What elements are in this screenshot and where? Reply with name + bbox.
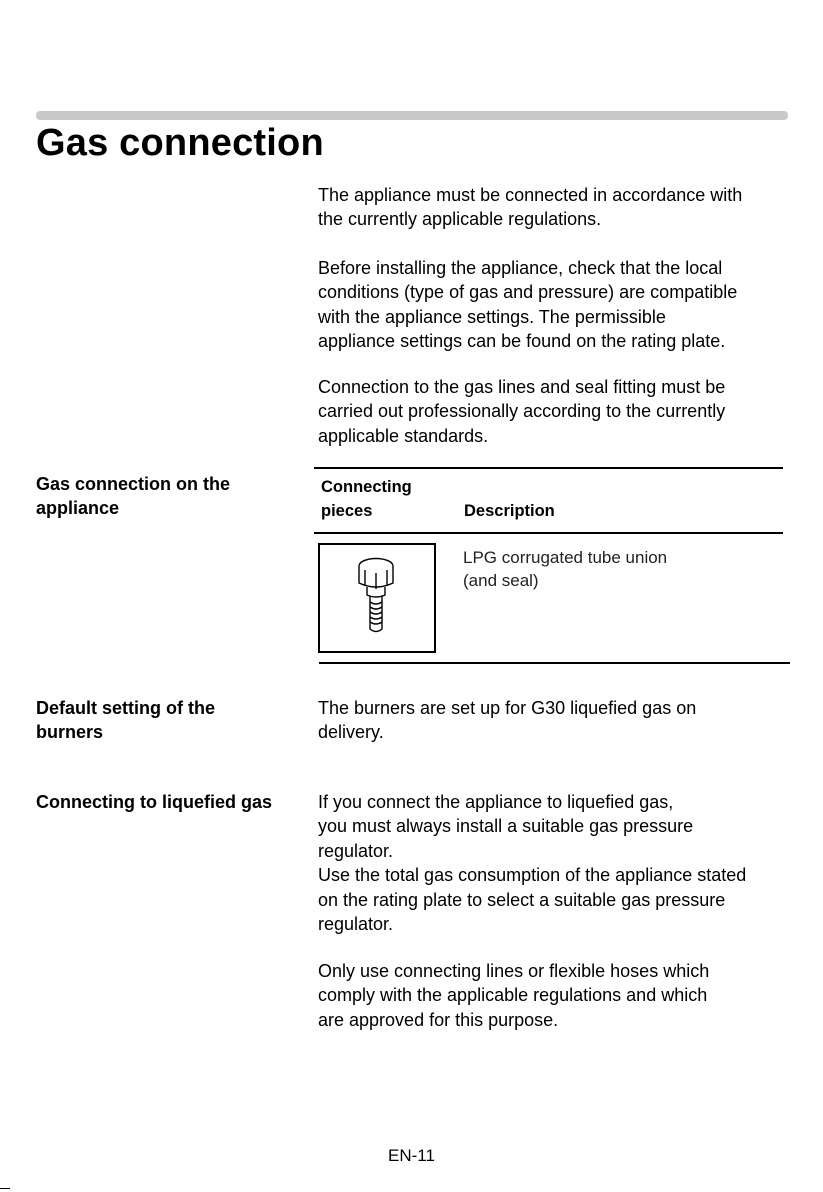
text-line: delivery. (318, 722, 384, 743)
table-top-rule (314, 467, 783, 469)
section-heading-gas-connection (36, 472, 230, 521)
intro-paragraph-1 (318, 183, 742, 232)
heading-line: burners (36, 722, 104, 743)
heading-line: Default setting of the (36, 698, 215, 718)
table-header-connecting-pieces (321, 475, 412, 523)
text-line: appliance settings can be found on the rating plate. (318, 331, 726, 352)
description-line: LPG corrugated tube union (463, 548, 668, 567)
lpg-union-icon (320, 545, 434, 651)
text-line: you must always install a suitable gas pressure (318, 816, 694, 837)
text-line: on the rating plate to select a suitable gas pressure (318, 889, 726, 910)
section-heading-default-setting (36, 696, 215, 745)
page-number: EN-11 (388, 1146, 435, 1165)
text-line: Only use connecting lines or flexible hoses which (318, 961, 710, 981)
text-line: Connection to the gas lines and seal fitting must be (318, 377, 726, 397)
table-header-description: Description (464, 502, 555, 520)
page-title: Gas connection (36, 122, 324, 164)
text-line: carried out professionally according to the currently (318, 401, 726, 422)
liquefied-gas-paragraph-1 (318, 790, 746, 936)
table-bottom-rule (319, 662, 790, 664)
text-line: with the appliance settings. The permissible (318, 306, 666, 327)
table-header-rule (314, 532, 783, 534)
text-line: Use the total gas consumption of the appliance stated (318, 865, 747, 886)
text-line: the currently applicable regulations. (318, 209, 602, 230)
table-cell-description (463, 546, 667, 592)
heading-line: appliance (36, 498, 120, 519)
corner-mark (0, 1188, 10, 1189)
text-line: regulator. (318, 914, 394, 935)
text-line: The appliance must be connected in accordance with (318, 185, 743, 205)
intro-paragraph-3 (318, 375, 725, 448)
text-line: applicable standards. (318, 425, 489, 446)
text-line: regulator. (318, 840, 394, 861)
liquefied-gas-paragraph-2 (318, 959, 709, 1032)
header-line: pieces (321, 502, 373, 520)
default-setting-text (318, 696, 696, 745)
header-line: Connecting (321, 478, 412, 496)
text-line: conditions (type of gas and pressure) are compatible (318, 282, 738, 303)
intro-paragraph-2 (318, 256, 737, 354)
connecting-piece-image (318, 543, 436, 653)
text-line: The burners are set up for G30 liquefied gas on (318, 698, 697, 718)
description-line: (and seal) (463, 571, 539, 590)
section-heading-liquefied-gas: Connecting to liquefied gas (36, 792, 273, 812)
text-line: are approved for this purpose. (318, 1009, 559, 1030)
heading-line: Gas connection on the (36, 474, 231, 494)
text-line: comply with the applicable regulations and which (318, 985, 708, 1006)
text-line: Before installing the appliance, check that the local (318, 258, 723, 278)
text-line: If you connect the appliance to liquefied gas, (318, 792, 674, 812)
title-bar (36, 111, 788, 120)
